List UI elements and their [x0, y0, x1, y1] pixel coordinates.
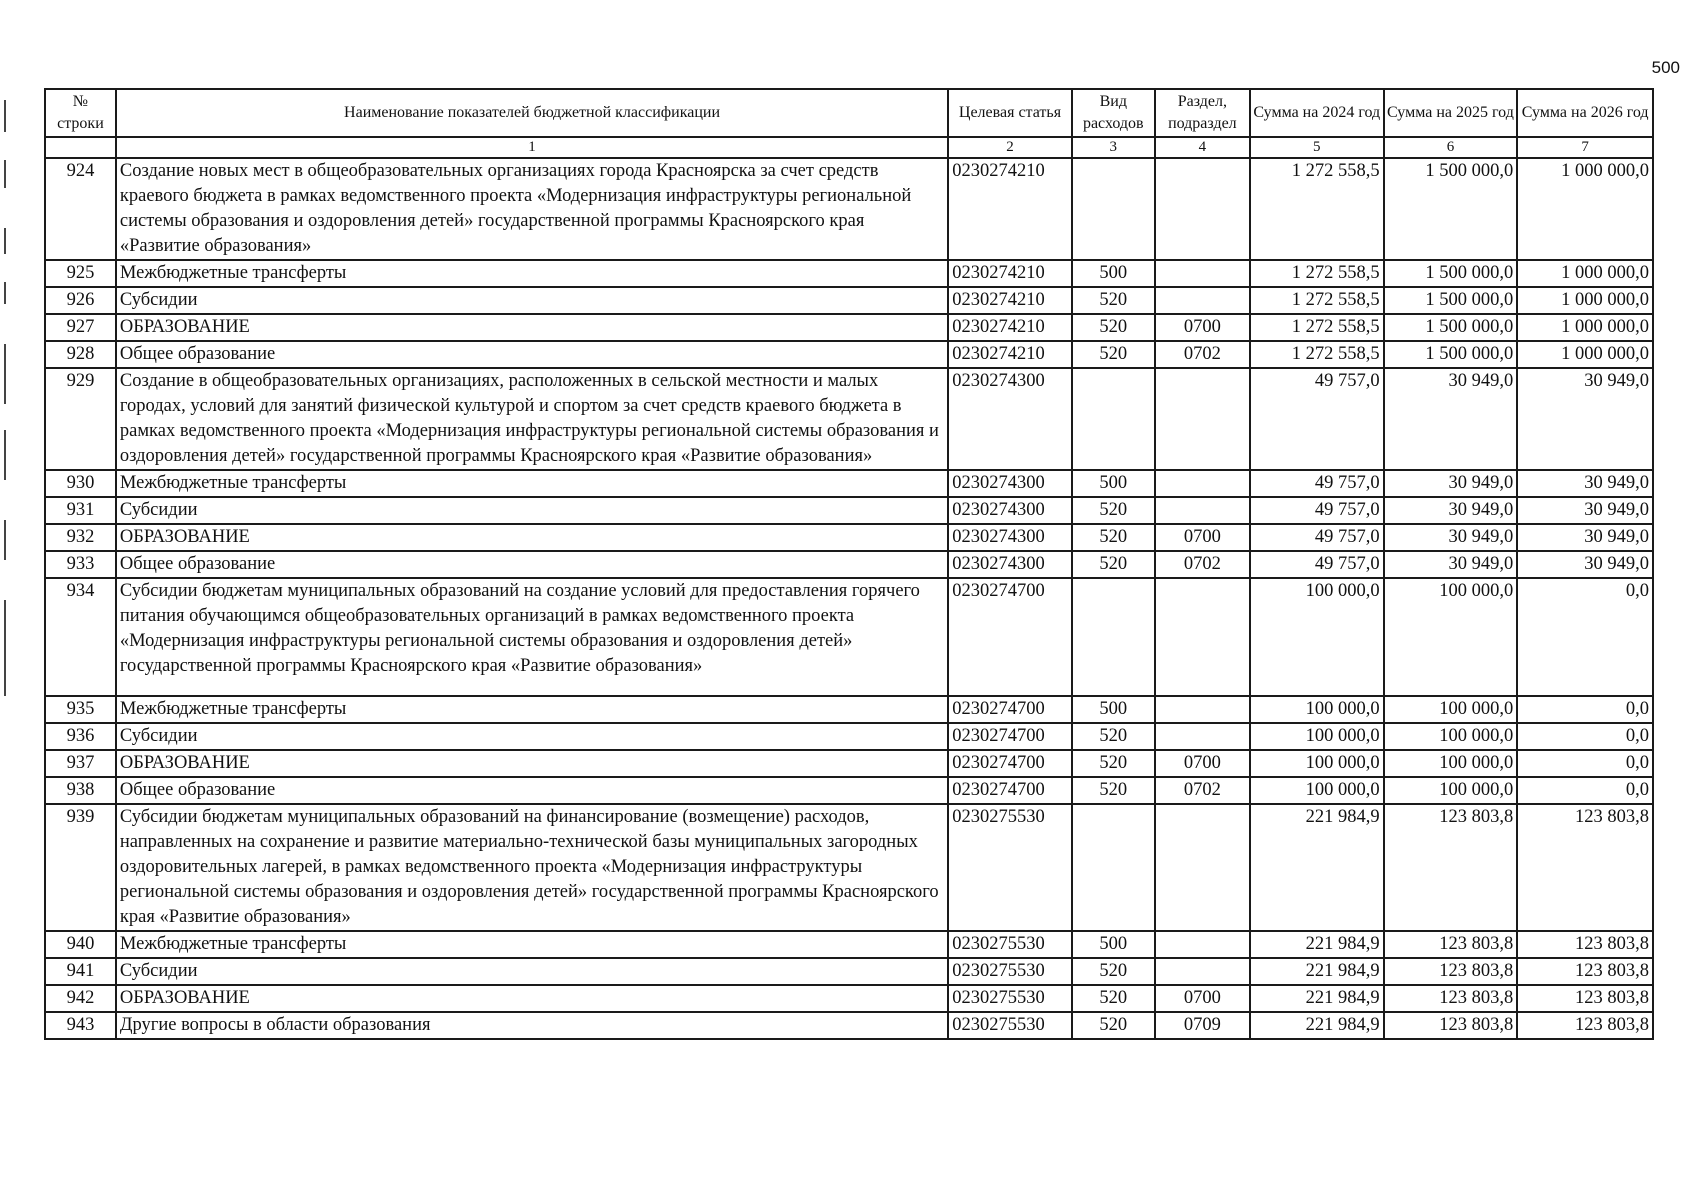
row-sum-2026: 30 949,0: [1517, 524, 1653, 551]
row-target-article: 0230275530: [948, 931, 1072, 958]
row-number: 927: [45, 314, 116, 341]
row-section: [1155, 368, 1250, 470]
row-expense-type: 500: [1072, 931, 1155, 958]
row-number: 934: [45, 578, 116, 696]
table-row: [45, 260, 1653, 287]
margin-mark: [4, 430, 6, 480]
row-name: Субсидии бюджетам муниципальных образований на финансирование (возмещение) расходов, направленных на сохранение и развитие материально-технической базы муниципальных загородных оздоровительных лагерей, в рамках ведомственного проекта «Модернизация инфраструктуры региональной системы образования и оздоровления детей» государственной программы Красноярского края «Развитие образования»: [116, 804, 948, 931]
row-sum-2025: 1 500 000,0: [1384, 341, 1518, 368]
row-sum-2025: 100 000,0: [1384, 578, 1518, 696]
row-expense-type: 520: [1072, 287, 1155, 314]
row-expense-type: 520: [1072, 723, 1155, 750]
row-target-article: 0230274210: [948, 314, 1072, 341]
row-section: 0700: [1155, 985, 1250, 1012]
row-expense-type: 520: [1072, 551, 1155, 578]
header-sum-2024: Сумма на 2024 год: [1250, 89, 1384, 137]
row-sum-2026: 1 000 000,0: [1517, 341, 1653, 368]
column-number: 1: [116, 137, 948, 158]
column-number: [45, 137, 116, 158]
row-number: 928: [45, 341, 116, 368]
row-sum-2026: 123 803,8: [1517, 931, 1653, 958]
row-expense-type: 520: [1072, 750, 1155, 777]
row-name: Субсидии бюджетам муниципальных образований на создание условий для предоставления горячего питания обучающимся общеобразовательных организаций в рамках ведомственного проекта «Модернизация инфраструктуры региональной системы образования и оздоровления детей» государственной программы Красноярского края «Развитие образования»: [116, 578, 948, 696]
row-number: 936: [45, 723, 116, 750]
row-section: [1155, 578, 1250, 696]
row-sum-2024: 49 757,0: [1250, 470, 1384, 497]
row-section: [1155, 931, 1250, 958]
row-name: Межбюджетные трансферты: [116, 696, 948, 723]
table-row: [45, 497, 1653, 524]
row-expense-type: 500: [1072, 260, 1155, 287]
row-section: 0709: [1155, 1012, 1250, 1039]
row-section: 0702: [1155, 341, 1250, 368]
row-target-article: 0230274700: [948, 578, 1072, 696]
row-name: Межбюджетные трансферты: [116, 260, 948, 287]
row-section: 0702: [1155, 777, 1250, 804]
column-number: 2: [948, 137, 1072, 158]
table-row: [45, 777, 1653, 804]
row-sum-2026: 0,0: [1517, 578, 1653, 696]
row-expense-type: 520: [1072, 1012, 1155, 1039]
margin-mark: [4, 520, 6, 560]
row-number: 926: [45, 287, 116, 314]
header-sum-2026: Сумма на 2026 год: [1517, 89, 1653, 137]
row-name: Общее образование: [116, 777, 948, 804]
row-sum-2026: 0,0: [1517, 723, 1653, 750]
margin-mark: [4, 344, 6, 404]
row-sum-2026: 1 000 000,0: [1517, 260, 1653, 287]
header-row-number: № строки: [45, 89, 116, 137]
header-sum-2025: Сумма на 2025 год: [1384, 89, 1518, 137]
row-sum-2026: 0,0: [1517, 696, 1653, 723]
row-sum-2024: 1 272 558,5: [1250, 260, 1384, 287]
row-sum-2026: 1 000 000,0: [1517, 287, 1653, 314]
row-sum-2025: 100 000,0: [1384, 723, 1518, 750]
table-row: [45, 158, 1653, 260]
row-number: 937: [45, 750, 116, 777]
row-section: [1155, 287, 1250, 314]
row-expense-type: 520: [1072, 524, 1155, 551]
row-sum-2025: 30 949,0: [1384, 551, 1518, 578]
row-number: 933: [45, 551, 116, 578]
row-sum-2024: 100 000,0: [1250, 696, 1384, 723]
table-body: [45, 158, 1653, 1039]
row-sum-2025: 123 803,8: [1384, 958, 1518, 985]
row-sum-2024: 1 272 558,5: [1250, 314, 1384, 341]
row-sum-2025: 30 949,0: [1384, 524, 1518, 551]
table-row: [45, 470, 1653, 497]
row-target-article: 0230274210: [948, 287, 1072, 314]
row-sum-2026: 0,0: [1517, 777, 1653, 804]
row-sum-2024: 221 984,9: [1250, 931, 1384, 958]
row-expense-type: 500: [1072, 696, 1155, 723]
row-target-article: 0230274300: [948, 551, 1072, 578]
column-number: 7: [1517, 137, 1653, 158]
table-row: [45, 723, 1653, 750]
row-number: 932: [45, 524, 116, 551]
row-number: 925: [45, 260, 116, 287]
row-sum-2025: 123 803,8: [1384, 985, 1518, 1012]
row-target-article: 0230274210: [948, 260, 1072, 287]
page-number: 500: [1651, 58, 1680, 77]
table-row: [45, 958, 1653, 985]
table-header-row: [45, 89, 1653, 137]
row-expense-type: 520: [1072, 497, 1155, 524]
table-row: [45, 287, 1653, 314]
row-expense-type: 520: [1072, 958, 1155, 985]
row-target-article: 0230274210: [948, 158, 1072, 260]
row-sum-2024: 100 000,0: [1250, 777, 1384, 804]
row-name: Субсидии: [116, 287, 948, 314]
column-number: 4: [1155, 137, 1250, 158]
column-number: 5: [1250, 137, 1384, 158]
row-target-article: 0230274300: [948, 470, 1072, 497]
table-row: [45, 341, 1653, 368]
row-expense-type: 520: [1072, 777, 1155, 804]
row-sum-2024: 221 984,9: [1250, 1012, 1384, 1039]
row-name: Создание новых мест в общеобразовательных организациях города Красноярска за счет средств краевого бюджета в рамках ведомственного проекта «Модернизация инфраструктуры региональной системы образования и оздоровления детей» государственной программы Красноярского края «Развитие образования»: [116, 158, 948, 260]
row-number: 929: [45, 368, 116, 470]
row-number: 939: [45, 804, 116, 931]
row-name: Создание в общеобразовательных организациях, расположенных в сельской местности и малых городах, условий для занятий физической культурой и спортом за счет средств краевого бюджета в рамках ведомственного проекта «Модернизация инфраструктуры региональной системы образования и оздоровления детей» государственной программы Красноярского края «Развитие образования»: [116, 368, 948, 470]
row-sum-2025: 100 000,0: [1384, 777, 1518, 804]
row-section: [1155, 804, 1250, 931]
row-sum-2025: 30 949,0: [1384, 470, 1518, 497]
row-sum-2025: 100 000,0: [1384, 696, 1518, 723]
row-name: Субсидии: [116, 958, 948, 985]
row-number: 931: [45, 497, 116, 524]
table-row: [45, 696, 1653, 723]
row-expense-type: [1072, 578, 1155, 696]
row-number: 943: [45, 1012, 116, 1039]
row-target-article: 0230274300: [948, 497, 1072, 524]
row-number: 938: [45, 777, 116, 804]
row-name: ОБРАЗОВАНИЕ: [116, 985, 948, 1012]
row-sum-2026: 0,0: [1517, 750, 1653, 777]
header-section: Раздел, подраздел: [1155, 89, 1250, 137]
row-sum-2025: 1 500 000,0: [1384, 260, 1518, 287]
row-sum-2024: 49 757,0: [1250, 524, 1384, 551]
row-sum-2024: 100 000,0: [1250, 578, 1384, 696]
row-name: ОБРАЗОВАНИЕ: [116, 524, 948, 551]
row-number: 930: [45, 470, 116, 497]
table-row: [45, 750, 1653, 777]
row-target-article: 0230274300: [948, 368, 1072, 470]
header-name: Наименование показателей бюджетной классификации: [116, 89, 948, 137]
row-section: 0700: [1155, 750, 1250, 777]
row-name: Общее образование: [116, 551, 948, 578]
row-expense-type: 520: [1072, 314, 1155, 341]
row-section: [1155, 497, 1250, 524]
row-sum-2026: 30 949,0: [1517, 368, 1653, 470]
budget-table: [44, 88, 1654, 1040]
row-section: [1155, 470, 1250, 497]
row-sum-2026: 123 803,8: [1517, 958, 1653, 985]
margin-mark: [4, 160, 6, 188]
row-section: 0700: [1155, 314, 1250, 341]
row-sum-2024: 49 757,0: [1250, 551, 1384, 578]
margin-mark: [4, 600, 6, 696]
table-row: [45, 524, 1653, 551]
column-number: 3: [1072, 137, 1155, 158]
row-target-article: 0230274700: [948, 777, 1072, 804]
row-expense-type: [1072, 804, 1155, 931]
row-sum-2026: 30 949,0: [1517, 497, 1653, 524]
row-sum-2025: 123 803,8: [1384, 804, 1518, 931]
row-sum-2024: 100 000,0: [1250, 723, 1384, 750]
row-name: ОБРАЗОВАНИЕ: [116, 314, 948, 341]
row-sum-2024: 1 272 558,5: [1250, 341, 1384, 368]
table-row: [45, 551, 1653, 578]
row-sum-2026: 1 000 000,0: [1517, 158, 1653, 260]
row-sum-2026: 123 803,8: [1517, 804, 1653, 931]
row-expense-type: 500: [1072, 470, 1155, 497]
row-name: Межбюджетные трансферты: [116, 931, 948, 958]
row-expense-type: 520: [1072, 341, 1155, 368]
row-target-article: 0230274700: [948, 750, 1072, 777]
row-expense-type: [1072, 368, 1155, 470]
row-sum-2024: 100 000,0: [1250, 750, 1384, 777]
row-sum-2025: 30 949,0: [1384, 368, 1518, 470]
row-target-article: 0230275530: [948, 985, 1072, 1012]
table-row: [45, 314, 1653, 341]
row-sum-2024: 221 984,9: [1250, 985, 1384, 1012]
row-section: [1155, 723, 1250, 750]
row-sum-2025: 1 500 000,0: [1384, 287, 1518, 314]
row-expense-type: 520: [1072, 985, 1155, 1012]
row-target-article: 0230274700: [948, 696, 1072, 723]
row-section: [1155, 260, 1250, 287]
table-row: [45, 804, 1653, 931]
row-number: 924: [45, 158, 116, 260]
margin-mark: [4, 282, 6, 304]
row-number: 940: [45, 931, 116, 958]
row-section: [1155, 158, 1250, 260]
table-row: [45, 931, 1653, 958]
row-sum-2024: 49 757,0: [1250, 497, 1384, 524]
row-sum-2025: 123 803,8: [1384, 1012, 1518, 1039]
row-sum-2024: 1 272 558,5: [1250, 287, 1384, 314]
row-name: Субсидии: [116, 497, 948, 524]
row-name: Субсидии: [116, 723, 948, 750]
row-target-article: 0230274210: [948, 341, 1072, 368]
table-row: [45, 368, 1653, 470]
row-section: 0700: [1155, 524, 1250, 551]
row-sum-2025: 100 000,0: [1384, 750, 1518, 777]
row-section: [1155, 696, 1250, 723]
column-number-row: [45, 137, 1653, 158]
row-sum-2024: 1 272 558,5: [1250, 158, 1384, 260]
row-number: 935: [45, 696, 116, 723]
row-sum-2024: 49 757,0: [1250, 368, 1384, 470]
row-name: Другие вопросы в области образования: [116, 1012, 948, 1039]
row-sum-2024: 221 984,9: [1250, 804, 1384, 931]
row-target-article: 0230275530: [948, 1012, 1072, 1039]
row-target-article: 0230275530: [948, 804, 1072, 931]
row-target-article: 0230275530: [948, 958, 1072, 985]
row-sum-2025: 1 500 000,0: [1384, 158, 1518, 260]
row-section: 0702: [1155, 551, 1250, 578]
row-sum-2026: 1 000 000,0: [1517, 314, 1653, 341]
table-row: [45, 985, 1653, 1012]
row-name: ОБРАЗОВАНИЕ: [116, 750, 948, 777]
row-number: 941: [45, 958, 116, 985]
row-name: Общее образование: [116, 341, 948, 368]
margin-mark: [4, 100, 6, 132]
row-name: Межбюджетные трансферты: [116, 470, 948, 497]
column-number: 6: [1384, 137, 1518, 158]
row-section: [1155, 958, 1250, 985]
row-sum-2025: 30 949,0: [1384, 497, 1518, 524]
margin-mark: [4, 228, 6, 254]
row-sum-2026: 123 803,8: [1517, 985, 1653, 1012]
header-target-article: Целевая статья: [948, 89, 1072, 137]
header-expense-type: Вид расходов: [1072, 89, 1155, 137]
table-row: [45, 1012, 1653, 1039]
row-expense-type: [1072, 158, 1155, 260]
row-sum-2026: 30 949,0: [1517, 551, 1653, 578]
row-sum-2026: 123 803,8: [1517, 1012, 1653, 1039]
row-target-article: 0230274300: [948, 524, 1072, 551]
row-number: 942: [45, 985, 116, 1012]
row-sum-2025: 123 803,8: [1384, 931, 1518, 958]
table-row: [45, 578, 1653, 696]
row-target-article: 0230274700: [948, 723, 1072, 750]
row-sum-2024: 221 984,9: [1250, 958, 1384, 985]
row-sum-2025: 1 500 000,0: [1384, 314, 1518, 341]
row-sum-2026: 30 949,0: [1517, 470, 1653, 497]
